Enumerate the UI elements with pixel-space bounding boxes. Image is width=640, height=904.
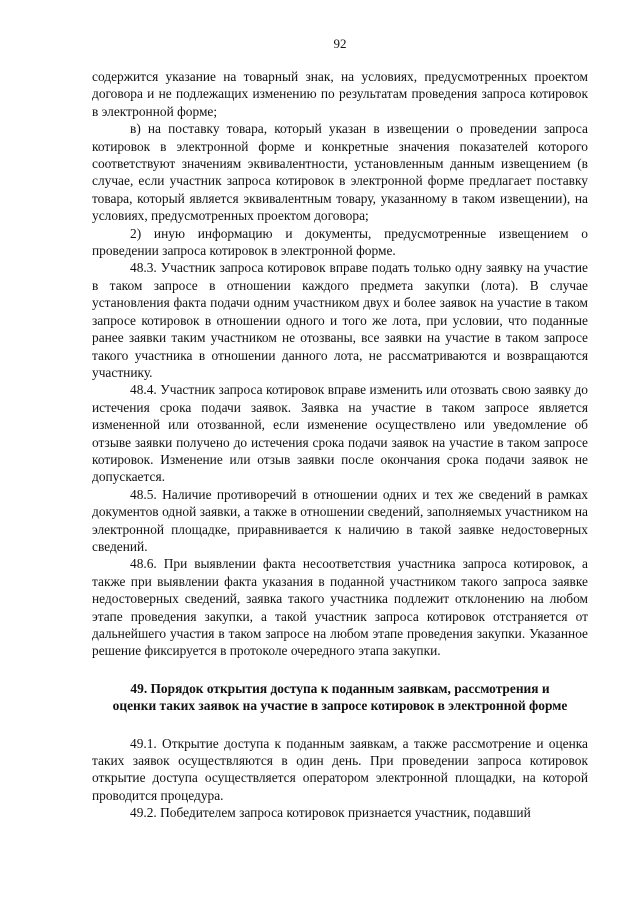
paragraph: 49.2. Победителем запроса котировок признается участник, подавший	[130, 805, 531, 821]
paragraph: в) на поставку товара, который указан в извещении о проведении запроса котировок в электронной форме и конкретные значения показателей которого соответствуют значениям эквивалентности, установленным данным извещением (в случае, если участник запроса котировок в электронной форме предлагает поставку товара, который является эквивалентным товару, указанному в таком извещении), на условиях, предусмотренных проектом договора;	[92, 121, 588, 224]
paragraph: 2) иную информацию и документы, предусмотренные извещением о проведении запроса котировок в электронной форме.	[92, 225, 588, 259]
page-number: 92	[333, 36, 347, 51]
paragraph: 48.4. Участник запроса котировок вправе изменить или отозвать свою заявку до истечения срока подачи заявок. Заявка на участие в таком запросе является измененной или отозванной, если изменение осуществлено или уведомление об отзыве заявки получено до истечения срока подачи заявок на участие в таком запросе котировок. Изменение или отзыв заявки после окончания срока подачи заявок не допускается.	[92, 382, 588, 485]
section-heading: 49. Порядок открытия доступа к поданным заявкам, рассмотрения и оценки таких заявок на участие в запросе котировок в электронной форме	[112, 680, 568, 714]
paragraph: 48.5. Наличие противоречий в отношении одних и тех же сведений в рамках документов одной заявки, а также в отношении сведений, заполняемых участником на электронной площадке, приравнивается к наличию в такой заявке недостоверных сведений.	[92, 486, 588, 554]
paragraph: 48.6. При выявлении факта несоответствия участника запроса котировок, а также при выявлении факта указания в поданной участником такого запроса заявке недостоверных сведений, заявка такого участника подлежит отклонению на любом этапе проведения закупки, а такой участник запроса котировок отстраняется от дальнейшего участия в таком запросе на любом этапе проведения закупки. Указанное решение фиксируется в протоколе очередного этапа закупки.	[92, 556, 588, 659]
paragraph: содержится указание на товарный знак, на условиях, предусмотренных проектом договора и не подлежащих изменению по результатам проведения запроса котировок в электронной форме;	[92, 69, 588, 119]
paragraph: 49.1. Открытие доступа к поданным заявкам, а также рассмотрение и оценка таких заявок осуществляются в один день. При проведении запроса котировок открытие доступа осуществляется оператором электронной площадки, на которой проводится процедура.	[92, 735, 588, 803]
paragraph: 48.3. Участник запроса котировок вправе подать только одну заявку на участие в таком запросе в отношении каждого предмета закупки (лота). В случае установления факта подачи одним участником двух и более заявок на участие в таком запросе котировок в отношении одного и того же лота, при условии, что поданные ранее заявки таким участником не отозваны, все заявки на участие в таком запросе такого участника в отношении данного лота, не рассматриваются и возвращаются участнику.	[92, 260, 588, 380]
